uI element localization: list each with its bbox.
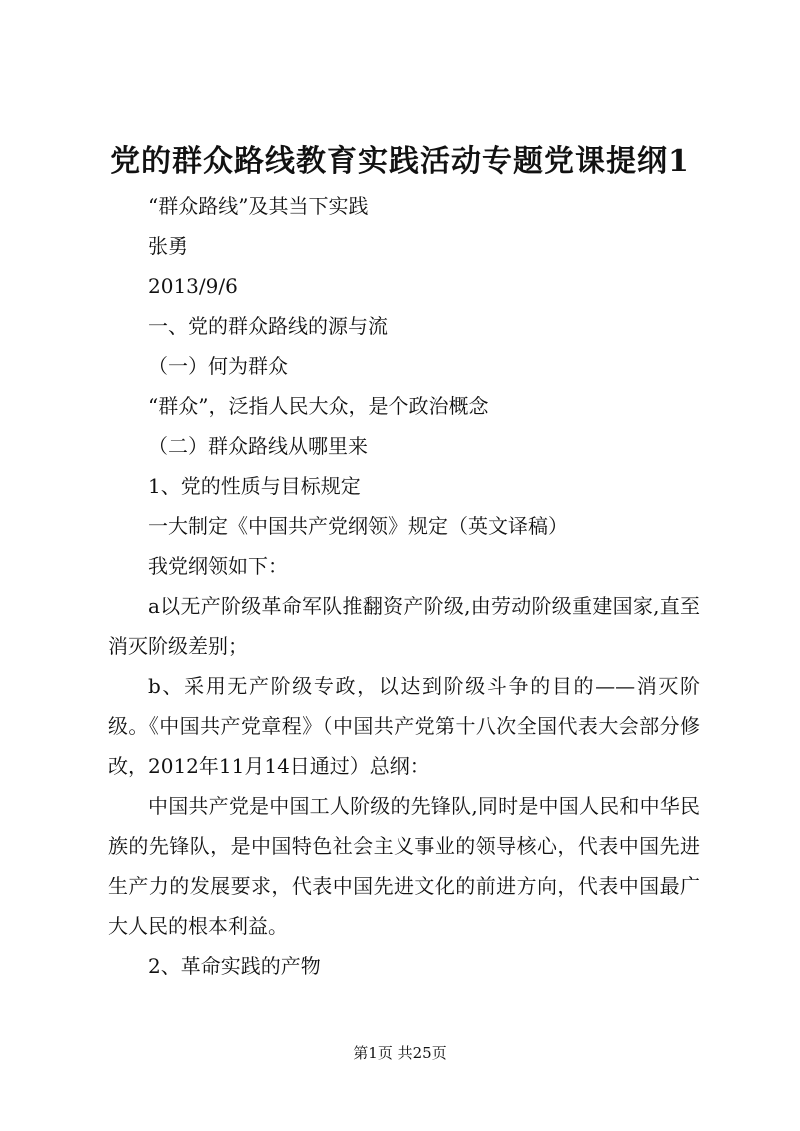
date-paragraph: 2013/9/6 <box>148 274 238 298</box>
numbered-heading: 1、党的性质与目标规定 <box>148 474 361 498</box>
subtitle-paragraph: “群众路线”及其当下实践 <box>148 194 369 218</box>
subsection-heading: （二）群众路线从哪里来 <box>148 434 368 458</box>
body-paragraph: b、采用无产阶级专政，以达到阶级斗争的目的——消灭阶级。《中国共产党章程》（中国共产党第十八次全国代表大会部分修改，2012年11月14日通过）总纲： <box>108 674 700 778</box>
document-body <box>108 186 700 986</box>
body-paragraph: 一大制定《中国共产党纲领》规定（英文译稿） <box>148 514 568 538</box>
section-heading: 一、党的群众路线的源与流 <box>148 314 388 338</box>
numbered-heading: 2、革命实践的产物 <box>148 954 321 978</box>
body-paragraph: a以无产阶级革命军队推翻资产阶级,由劳动阶级重建国家,直至消灭阶级差别； <box>108 594 700 658</box>
subsection-heading: （一）何为群众 <box>148 354 288 378</box>
body-paragraph: 我党纲领如下： <box>148 554 288 578</box>
body-paragraph: 中国共产党是中国工人阶级的先锋队,同时是中国人民和中华民族的先锋队，是中国特色社会主义事业的领导核心，代表中国先进生产力的发展要求，代表中国先进文化的前进方向，代表中国最广大人民的根本利益。 <box>108 794 700 938</box>
body-paragraph: “群众”，泛指人民大众，是个政治概念 <box>148 394 489 418</box>
page-footer: 第1页 共25页 <box>353 1044 447 1062</box>
author-paragraph: 张勇 <box>148 234 188 258</box>
document-title: 党的群众路线教育实践活动专题党课提纲1 <box>110 144 690 179</box>
